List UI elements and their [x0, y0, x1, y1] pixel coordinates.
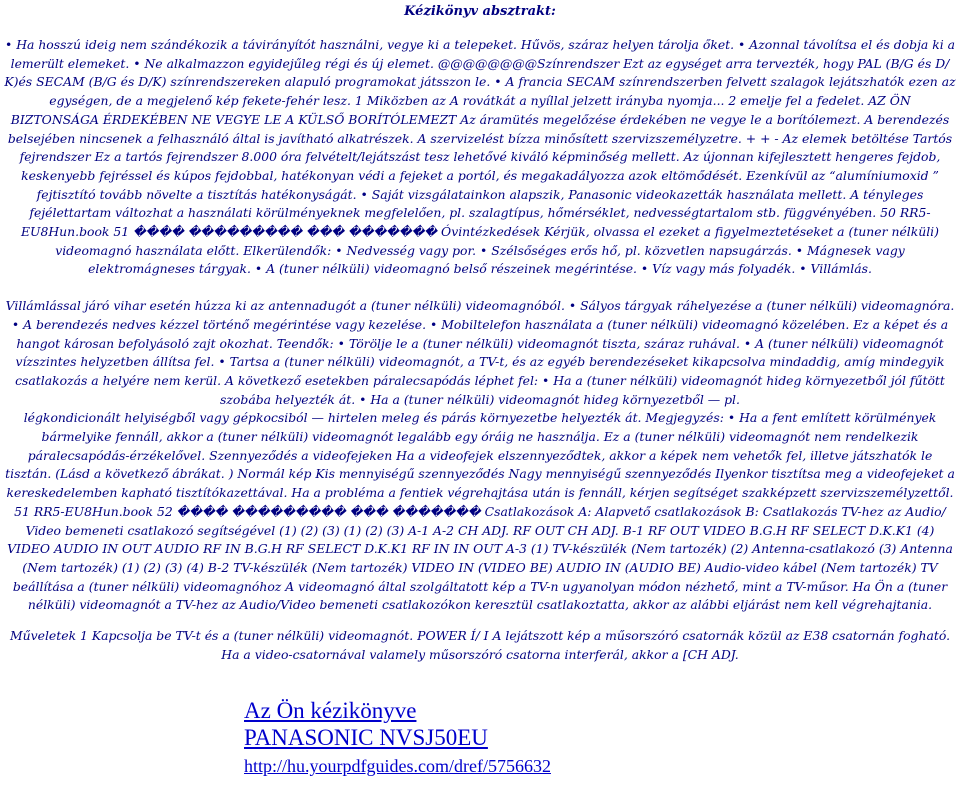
manual-links: [244, 697, 551, 778]
manual-link-title[interactable]: Az Ön kézikönyve: [244, 698, 417, 723]
text-block-2: Villámlással járó vihar esetén húzza ki az antennadugót a (tuner nélküli) videomagnóból. • Sályos tárgyak ráhelyezése a (tuner nélküli) videomagnóra. • A berendezés nedves kézzel történő megérintése vagy kezelése. • Mobiltelefon használata a (tuner nélküli) videomagnó közelében. Ez a képet és a hangot károsan befolyásoló zajt okozhat. Teendők: • Törölje le a (tuner nélküli) videomagnót tiszta, száraz ruhával. • A (tuner nélküli) videomagnót vízszintes helyzetben állítsa fel. • Tartsa a (tuner nélküli) videomagnót, a TV-t, és az egyéb berendezéseket kikapcsolva mindaddig, amíg mindegyik csatlakozás a helyére nem kerül. A következő esetekben páralecsapódás léphet fel: • Ha a (tuner nélküli) videomagnót hideg környezetből jól fűtött szobába helyezték át. • Ha a (tuner nélküli) videomagnót hideg környezetből — pl.: [5, 298, 955, 407]
text-block-1: • Ha hosszú ideig nem szándékozik a távirányítót használni, vegye ki a telepeket. Hűvös, száraz helyen tárolja őket. • Azonnal távolítsa el és dobja ki a lemerült elemeket. • Ne alkalmazzon egyidejűleg régi és új elemet. @@@@@@@@Színrendszer Ezt az egységet arra tervezték, hogy PAL (B/G és D/ K)és SECAM (B/G és D/K) színrendszereken alapuló programokat játsszon le. • A francia SECAM színrendszerben felvett szalagok lejátszhatók ezen az egységen, de a megjelenő kép fekete-fehér lesz. 1 Miközben az A rovátkát a nyíllal jelzett irányba nyomja... 2 emelje fel a fedelet. AZ ÖN BIZTONSÁGA ÉRDEKÉBEN NE VEGYE LE A KÜLSŐ BORÍTÓLEMEZT Az áramütés megelőzése érdekében ne vegye le a borítólemezt. A berendezés belsejében nincsenek a felhasználó által is javítható alkatrészek. A szervizelést bízza minősített szervizszemélyzetre. + + - Az elemek betöltése Tartós fejrendszer Ez a tartós fejrendszer 8.000 óra felvételt/lejátszást tesz lehetővé kiváló képminőség mellett. Az újonnan kifejlesztett hengeres fejdob, keskenyebb fejréssel és kúpos fejdobbal, hatékonyan védi a fejeket a portól, és megakadályozza azok eltömődését. Ezenkívül az “alumíniumoxid ” fejtisztító tovább növelte a tisztítás hatékonyságát. • Saját vizsgálatainkon alapszik, Panasonic videokazetták használata mellett. A tényleges fejélettartam változhat a használati körülményeknek megfelelően, pl. szalagtípus, hőmérséklet, nedvességtartalom stb. függvényében. 50 RR5-EU8Hun.book 51 ���� ��������� ��� ������� Óvintézkedések Kérjük, olvassa el ezeket a figyelmeztetéseket a (tuner nélküli) videomagnó használata előtt. Elkerülendők: • Nedvesség vagy por. • Szélsőséges erős hő, pl. közvetlen napsugárzás. • Mágnesek vagy elektromágneses tárgyak. • A (tuner nélküli) videomagnó belső részeinek megérintése. • Víz vagy más folyadék. • Villámlás.: [4, 37, 956, 277]
text-block-3: légkondicionált helyiségből vagy gépkocsiból — hirtelen meleg és párás környezetbe helyezték át. Megjegyzés: • Ha a fent említett körülmények bármelyike fennáll, akkor a (tuner nélküli) videomagnót legalább egy óráig ne használja. Ez a (tuner nélküli) videomagnót nem rendelkezik páralecsapódás-érzékelővel. Szennyeződés a videofejeken Ha a videofejek elszennyeződtek, akkor a képek nem vehetők fel, illetve játszhatók le tisztán. (Lásd a következő ábrákat. ) Normál kép Kis mennyiségű szennyeződés Nagy mennyiségű szennyeződés Ilyenkor tisztítsa meg a videofejeket a kereskedelemben kapható tisztítókazettával. Ha a probléma a fentiek végrehajtása után is fennáll, kérjen segítséget szakképzett szervizszemélyzettől. 51 RR5-EU8Hun.book 52 ���� ��������� ��� ������� Csatlakozások A: Alapvető csatlakozások B: Csatlakozás TV-hez az Audio/ Video bemeneti csatlakozó segítségével (1) (2) (3) (1) (2) (3) A-1 A-2 CH ADJ. RF OUT CH ADJ. B-1 RF OUT VIDEO B.G.H RF SELECT D.K.K1 (4) VIDEO AUDIO IN OUT AUDIO RF IN B.G.H RF SELECT D.K.K1 RF IN IN OUT A-3 (1) TV-készülék (Nem tartozék) (2) Antenna-csatlakozó (3) Antenna (Nem tartozék) (1) (2) (3) (4) B-2 TV-készülék (Nem tartozék) VIDEO IN (VIDEO BE) AUDIO IN (AUDIO BE) Audio-video kábel (Nem tartozék) TV beállítása a (tuner nélküli) videomagnóhoz A videomagnó által szolgáltatott kép a TV-n ugyanolyan módon nézhető, mint a TV-műsor. Ha Ön a (tuner nélküli) videomagnót a TV-hez az Audio/Video bemeneti csatlakozókon keresztül csatlakoztatta, akkor az alábbi eljárást nem kell végrehajtania.: [5, 410, 955, 613]
manual-link-url[interactable]: http://hu.yourpdfguides.com/dref/5756632: [244, 756, 551, 776]
page-title: Kézikönyv absztrakt:: [404, 4, 556, 19]
text-block-4: Műveletek 1 Kapcsolja be TV-t és a (tuner nélküli) videomagnót. POWER Í/ I A lejátszott kép a műsorszóró csatornák közül az E38 csatornán fogható. Ha a video-csatornával valamely műsorszóró csatorna interferál, akkor a [CH ADJ.: [9, 628, 951, 662]
manual-link-model[interactable]: PANASONIC NVSJ50EU: [244, 725, 488, 750]
manual-abstract-body: [4, 36, 956, 665]
